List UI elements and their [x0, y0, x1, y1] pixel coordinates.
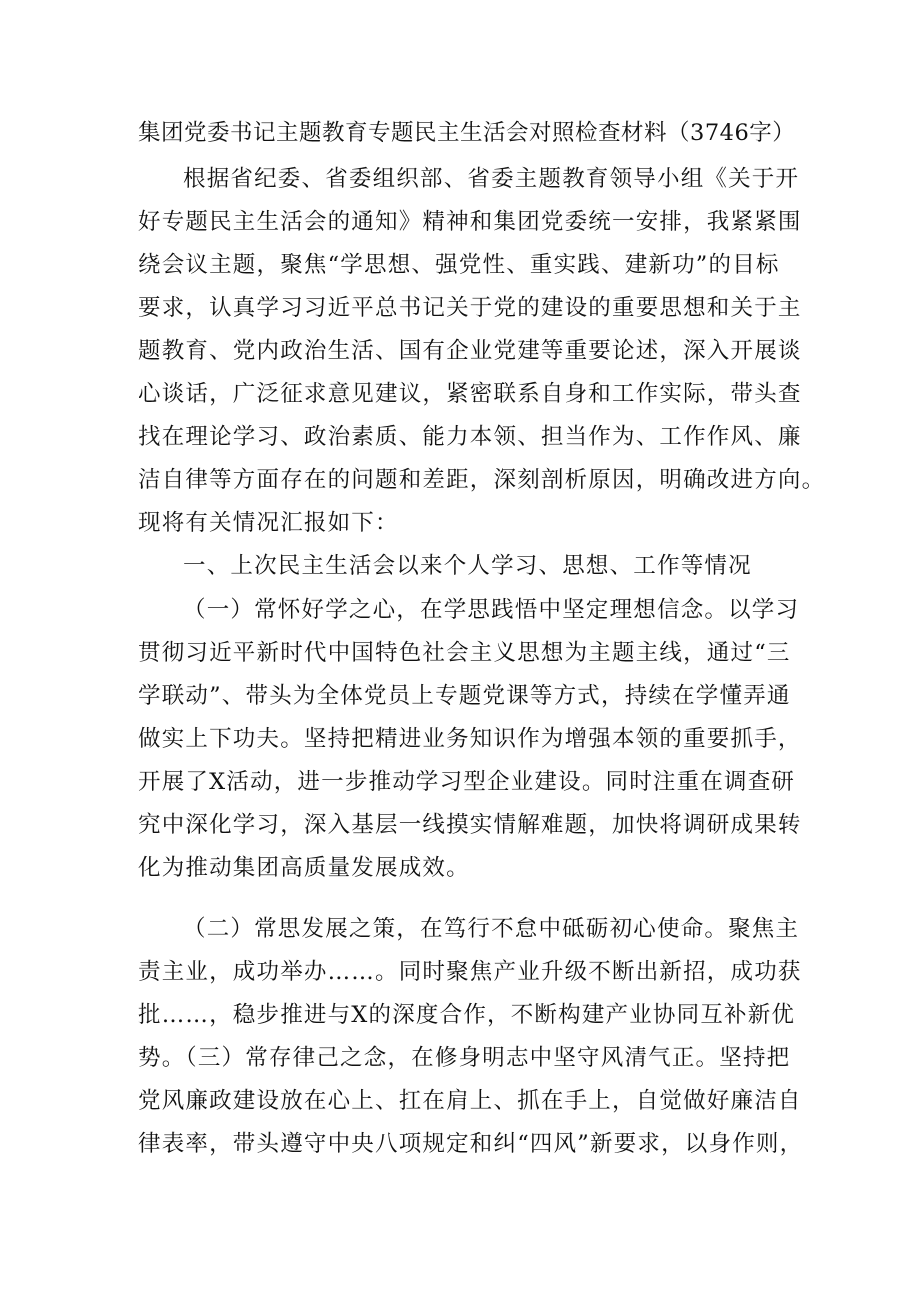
paragraph-line: 绕会议主题，聚焦“学思想、强党性、重实践、建新功”的目标	[138, 252, 780, 278]
section-heading: 一、上次民主生活会以来个人学习、思想、工作等情况	[183, 553, 752, 579]
paragraph-line: （二）常思发展之策，在笃行不怠中砥砺初心使命。聚焦主	[183, 916, 800, 942]
paragraph-line: 心谈话，广泛征求意见建议，紧密联系自身和工作实际，带头查	[138, 381, 802, 407]
paragraph-line: 要求，认真学习习近平总书记关于党的建设的重要思想和关于主	[138, 295, 802, 321]
paragraph-line: 好专题民主生活会的通知》精神和集团党委统一安排，我紧紧围	[138, 209, 802, 235]
paragraph-line: 学联动”、带头为全体党员上专题党课等方式，持续在学懂弄通	[138, 683, 791, 709]
paragraph-line: 根据省纪委、省委组织部、省委主题教育领导小组《关于开	[183, 166, 800, 192]
paragraph-line: 律表率，带头遵守中央八项规定和纠“四风”新要求，以身作则，	[138, 1131, 804, 1157]
paragraph-line: 批……，稳步推进与X的深度合作，不断构建产业协同互补新优	[138, 1002, 796, 1028]
paragraph-line: 责主业，成功举办……。同时聚焦产业升级不断出新招，成功获	[138, 959, 802, 985]
paragraph-line: 题教育、党内政治生活、国有企业党建等重要论述，深入开展谈	[138, 338, 802, 364]
paragraph-line: 势。（三）常存律己之念，在修身明志中坚守风清气正。坚持把	[138, 1045, 791, 1071]
paragraph-line: 开展了X活动，进一步推动学习型企业建设。同时注重在调查研	[138, 769, 796, 795]
paragraph-line: 做实上下功夫。坚持把精进业务知识作为增强本领的重要抓手，	[138, 726, 802, 752]
paragraph-line: 贯彻习近平新时代中国特色社会主义思想为主题主线，通过“三	[138, 640, 791, 666]
paragraph-line: 化为推动集团高质量发展成效。	[138, 855, 470, 881]
document-title: 集团党委书记主题教育专题民主生活会对照检查材料（3746字）	[138, 120, 796, 146]
paragraph-line: 党风廉政建设放在心上、扛在肩上、抓在手上，自觉做好廉洁自	[138, 1088, 802, 1114]
paragraph-line: 究中深化学习，深入基层一线摸实情解难题，加快将调研成果转	[138, 812, 802, 838]
paragraph-line: （一）常怀好学之心，在学思践悟中坚定理想信念。以学习	[183, 597, 800, 623]
paragraph-line: 现将有关情况汇报如下：	[138, 510, 399, 536]
paragraph-line: 洁自律等方面存在的问题和差距，深刻剖析原因，明确改进方向。	[138, 467, 826, 493]
paragraph-line: 找在理论学习、政治素质、能力本领、担当作为、工作作风、廉	[138, 424, 802, 450]
